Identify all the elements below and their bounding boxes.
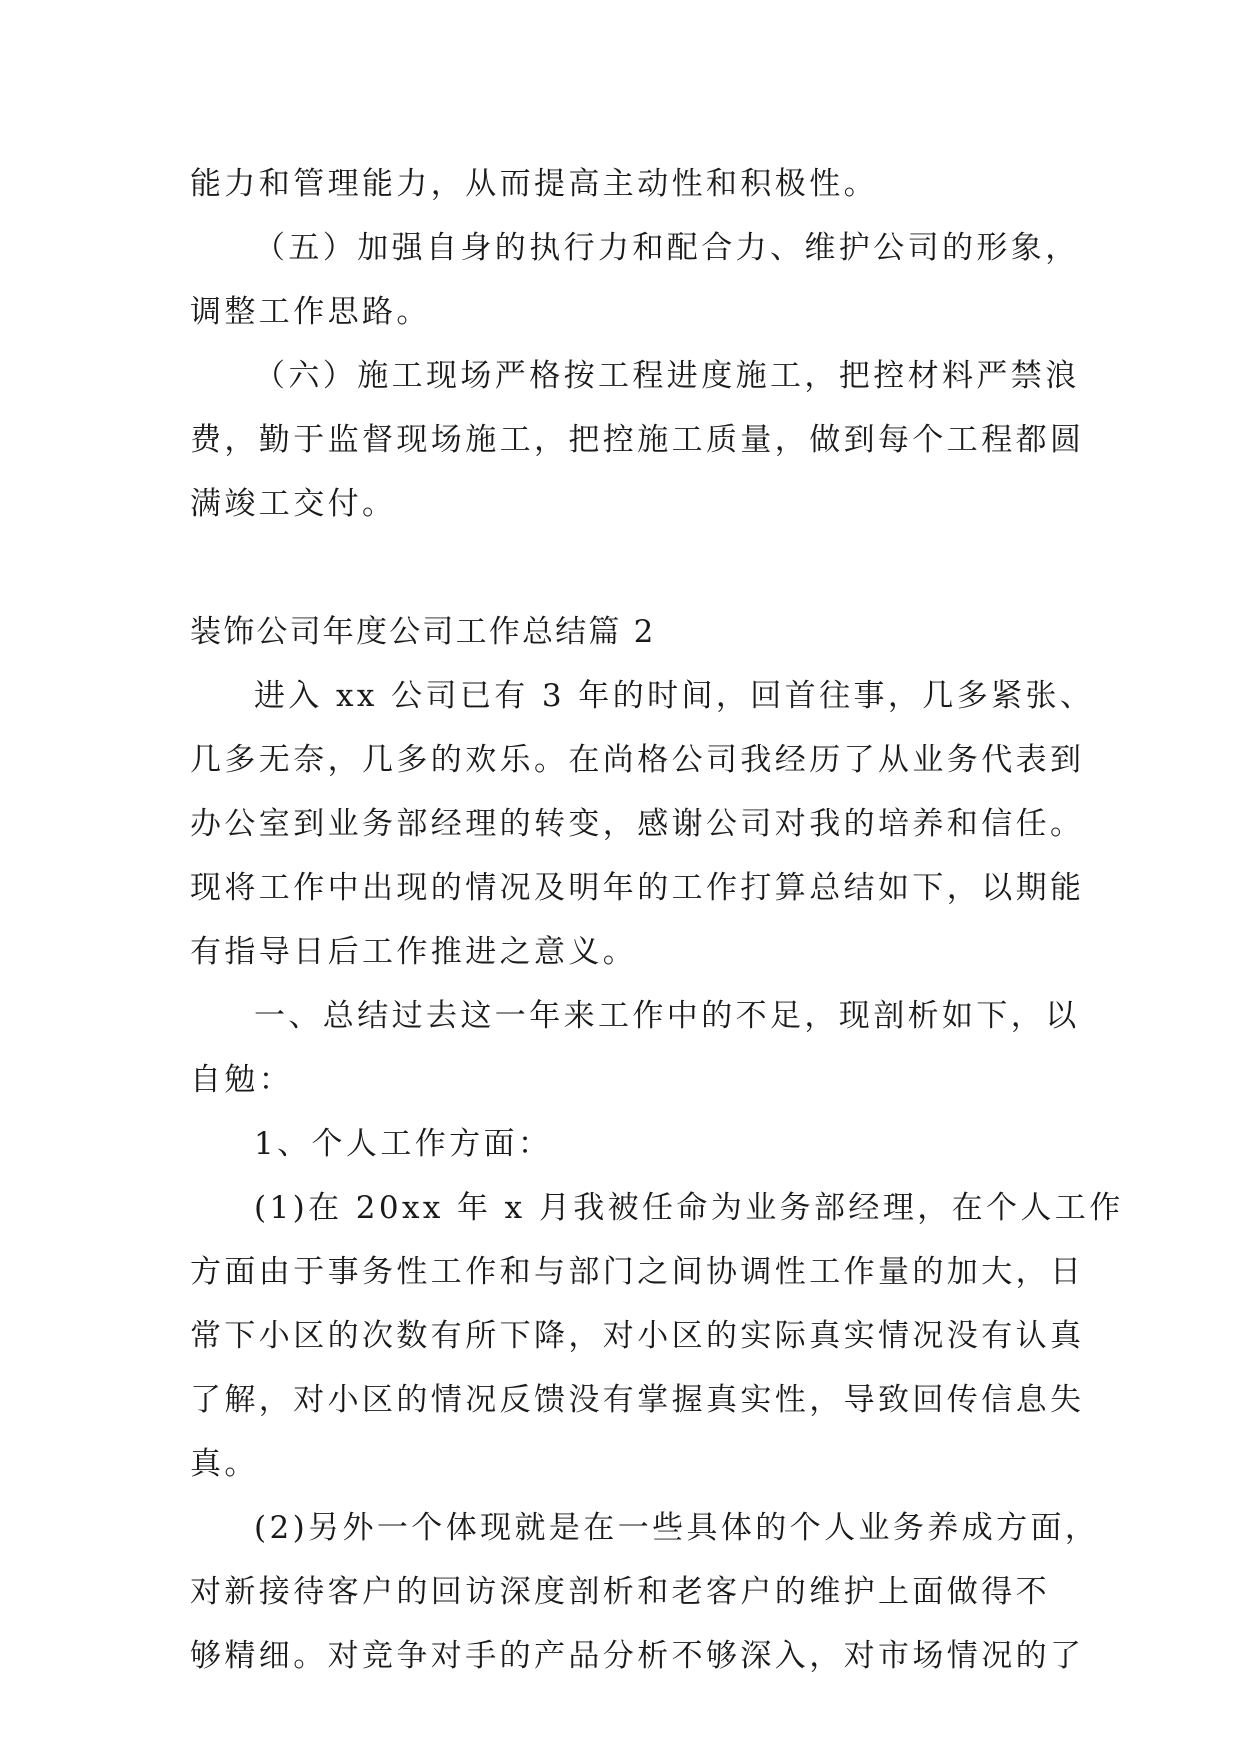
body-text-line: 满竣工交付。	[190, 486, 397, 522]
body-text-line: 一、总结过去这一年来工作中的不足，现剖析如下，以	[254, 998, 1080, 1034]
body-text-line: (2)另外一个体现就是在一些具体的个人业务养成方面，	[254, 1510, 1100, 1546]
body-text-line: 自勉：	[190, 1062, 294, 1098]
body-text-line: 够精细。对竞争对手的产品分析不够深入，对市场情况的了	[190, 1638, 1085, 1674]
body-text-line: 办公室到业务部经理的转变，感谢公司对我的培养和信任。	[190, 806, 1085, 842]
body-text-line: 调整工作思路。	[190, 294, 431, 330]
body-text-line: 费，勤于监督现场施工，把控施工质量，做到每个工程都圆	[190, 422, 1085, 458]
body-text-line: 能力和管理能力，从而提高主动性和积极性。	[190, 166, 878, 202]
body-text-line: 进入 xx 公司已有 3 年的时间，回首往事，几多紧张、	[254, 678, 1095, 714]
body-text-line: (1)在 20xx 年 x 月我被任命为业务部经理，在个人工作	[254, 1190, 1124, 1226]
body-text-line: 真。	[190, 1446, 259, 1482]
body-text-line: 对新接待客户的回访深度剖析和老客户的维护上面做得不	[190, 1574, 1050, 1610]
body-text-line: 方面由于事务性工作和与部门之间协调性工作量的加大，日	[190, 1254, 1085, 1290]
body-text-line: 了解，对小区的情况反馈没有掌握真实性，导致回传信息失	[190, 1382, 1085, 1418]
body-text-line: （五）加强自身的执行力和配合力、维护公司的形象，	[254, 230, 1080, 266]
body-text-line: 常下小区的次数有所下降，对小区的实际真实情况没有认真	[190, 1318, 1085, 1354]
section-heading: 装饰公司年度公司工作总结篇 2	[190, 614, 656, 650]
body-text-line: 有指导日后工作推进之意义。	[190, 934, 638, 970]
body-text-line: 1、个人工作方面：	[254, 1126, 553, 1162]
body-text-line: 现将工作中出现的情况及明年的工作打算总结如下，以期能	[190, 870, 1085, 906]
body-text-line: 几多无奈，几多的欢乐。在尚格公司我经历了从业务代表到	[190, 742, 1085, 778]
body-text-line: （六）施工现场严格按工程进度施工，把控材料严禁浪	[254, 358, 1080, 394]
